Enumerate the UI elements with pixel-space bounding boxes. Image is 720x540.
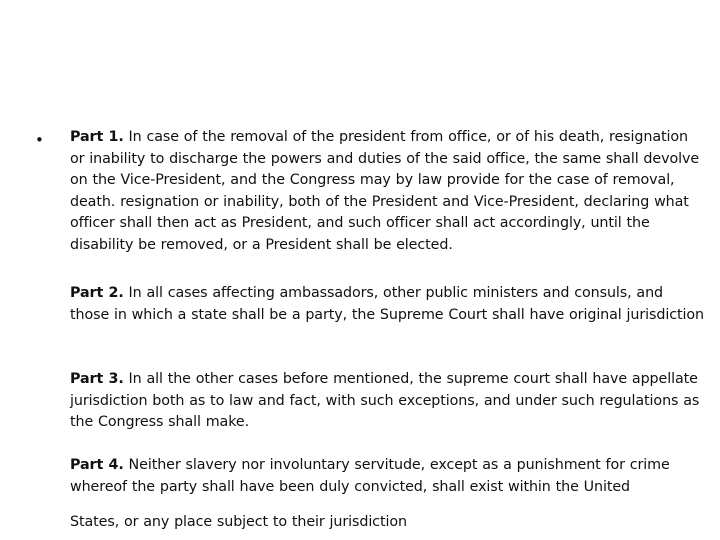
part-4-label: Part 4. bbox=[70, 457, 124, 473]
part-1-text: In case of the removal of the president from office, or of his death, resignation or inability to discharge the powers and duties of the said office, the same shall devolve on the Vice-President, and the Congress may by law provide for the case of removal, death. resignation or inability, both of the President and Vice-President, declaring what officer shall then act as President, and such officer shall act accordingly, until the disability be removed, or a President shall be elected. bbox=[70, 129, 700, 253]
part-3-label: Part 3. bbox=[70, 371, 124, 387]
part-2-label: Part 2. bbox=[70, 285, 124, 301]
part-1-paragraph bbox=[70, 127, 706, 256]
part-2-text: In all cases affecting ambassadors, other public ministers and consuls, and those in which a state shall be a party, the Supreme Court shall have original jurisdiction bbox=[70, 285, 704, 323]
bullet-marker: • bbox=[35, 131, 44, 149]
part-4-text: Neither slavery nor involuntary servitude, except as a punishment for crime whereof the party shall have been duly convicted, shall exist within the United bbox=[70, 457, 670, 495]
part-4-continuation bbox=[70, 512, 706, 534]
part-3-text: In all the other cases before mentioned, the supreme court shall have appellate jurisdiction both as to law and fact, with such exceptions, and under such regulations as the Congress shall make. bbox=[70, 371, 700, 430]
part-1-label: Part 1. bbox=[70, 129, 124, 145]
part-3-paragraph bbox=[70, 369, 706, 434]
part-2-paragraph bbox=[70, 283, 706, 326]
part-4-continuation-text: States, or any place subject to their jurisdiction bbox=[70, 514, 407, 530]
part-4-paragraph bbox=[70, 455, 706, 498]
